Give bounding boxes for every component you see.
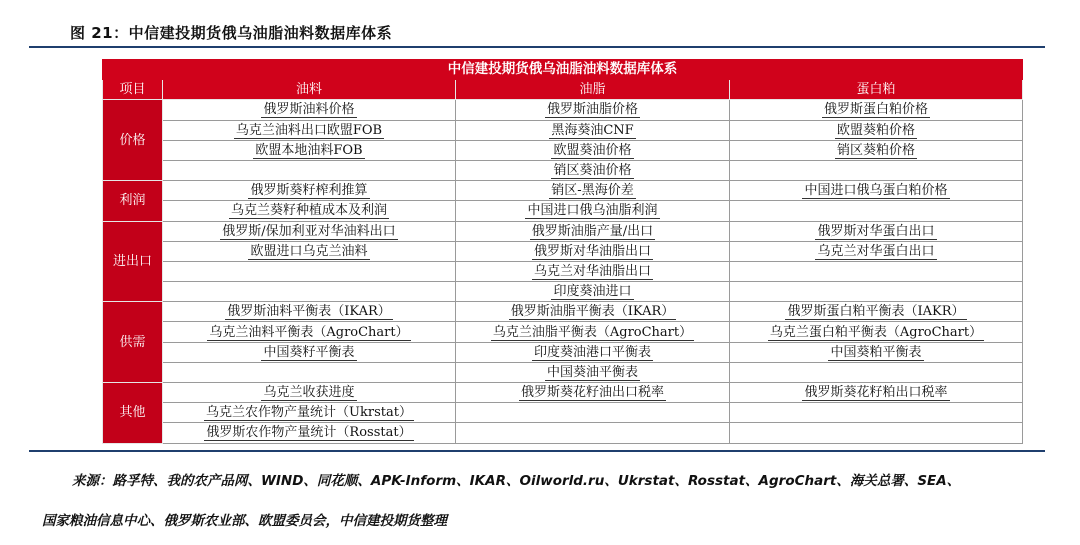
table-cell — [163, 261, 456, 281]
table-cell — [163, 181, 456, 201]
table-cell — [456, 140, 730, 160]
table-cell — [730, 221, 1023, 241]
table-cell — [163, 342, 456, 362]
cell-text: 俄罗斯油料价格 — [263, 102, 355, 118]
category-supply: 供需 — [103, 302, 163, 383]
table-cell — [730, 140, 1023, 160]
table-banner-row — [103, 60, 1023, 80]
cell-text: 俄罗斯蛋白粕价格 — [823, 102, 928, 118]
table-row — [103, 160, 1023, 180]
table-row — [103, 282, 1023, 302]
table-row — [103, 302, 1023, 322]
header-oilseeds: 油料 — [163, 80, 456, 100]
table-cell — [163, 120, 456, 140]
table-cell — [456, 322, 730, 342]
table-row — [103, 322, 1023, 342]
cell-text: 销区葵粕价格 — [836, 142, 915, 158]
figure-title: 图 21：中信建投期货俄乌油脂油料数据库体系 — [70, 24, 393, 42]
table-row — [103, 140, 1023, 160]
table-cell — [456, 100, 730, 120]
table-row — [103, 241, 1023, 261]
cell-text: 俄罗斯对华蛋白出口 — [817, 223, 935, 239]
table-row — [103, 342, 1023, 362]
cell-text: 乌克兰油料出口欧盟FOB — [235, 122, 383, 138]
table-banner: 中信建投期货俄乌油脂油料数据库体系 — [103, 60, 1023, 80]
table-cell — [163, 201, 456, 221]
table-cell — [163, 322, 456, 342]
category-trade: 进出口 — [103, 221, 163, 302]
table-cell — [456, 261, 730, 281]
table-cell — [730, 383, 1023, 403]
table-cell — [456, 241, 730, 261]
table-cell — [730, 201, 1023, 221]
cell-text: 俄罗斯蛋白粕平衡表（IAKR） — [787, 304, 965, 320]
cell-text: 中国进口俄乌蛋白粕价格 — [804, 183, 948, 199]
table-cell — [456, 302, 730, 322]
source-note-line1: 来源：路孚特、我的农产品网、WIND、同花顺、APK-Inform、IKAR、Oilworld.ru、Ukrstat、Rosstat、AgroChart、海关总署、SEA、 — [72, 473, 961, 489]
cell-text: 俄罗斯对华油脂出口 — [533, 243, 651, 259]
table-header-row — [103, 80, 1023, 100]
cell-text: 中国葵籽平衡表 — [263, 344, 355, 360]
table-row — [103, 423, 1023, 443]
table-cell — [163, 362, 456, 382]
cell-text: 中国葵粕平衡表 — [830, 344, 922, 360]
table-row — [103, 201, 1023, 221]
header-oils: 油脂 — [456, 80, 730, 100]
cell-text: 俄罗斯农作物产量统计（Rosstat） — [206, 425, 412, 441]
table-cell — [163, 423, 456, 443]
cell-text: 俄罗斯葵籽榨利推算 — [250, 183, 368, 199]
table-cell — [456, 201, 730, 221]
table-cell — [730, 362, 1023, 382]
header-item: 项目 — [103, 80, 163, 100]
cell-text: 俄罗斯油料平衡表（IKAR） — [227, 304, 391, 320]
cell-text: 乌克兰收获进度 — [263, 385, 355, 401]
table-cell — [730, 241, 1023, 261]
cell-text: 欧盟葵油价格 — [553, 142, 632, 158]
table-cell — [456, 120, 730, 140]
table-cell — [163, 302, 456, 322]
table-cell — [730, 403, 1023, 423]
table-cell — [456, 160, 730, 180]
cell-text: 销区葵油价格 — [553, 163, 632, 179]
table-cell — [730, 282, 1023, 302]
table-row — [103, 221, 1023, 241]
cell-text: 印度葵油港口平衡表 — [533, 344, 651, 360]
table-cell — [730, 160, 1023, 180]
table-cell — [163, 221, 456, 241]
cell-text: 乌克兰对华蛋白出口 — [817, 243, 935, 259]
category-other: 其他 — [103, 383, 163, 444]
table-row — [103, 100, 1023, 120]
table-cell — [456, 383, 730, 403]
table-row — [103, 120, 1023, 140]
table-cell — [163, 383, 456, 403]
cell-text: 印度葵油进口 — [553, 284, 632, 300]
table-cell — [456, 181, 730, 201]
table-cell — [730, 322, 1023, 342]
cell-text: 欧盟本地油料FOB — [255, 142, 363, 158]
cell-text: 欧盟葵粕价格 — [836, 122, 915, 138]
cell-text: 销区-黑海价差 — [551, 183, 634, 199]
table-cell — [163, 140, 456, 160]
cell-text: 欧盟进口乌克兰油料 — [250, 243, 368, 259]
table-cell — [730, 423, 1023, 443]
table-cell — [730, 261, 1023, 281]
table-cell — [163, 100, 456, 120]
cell-text: 乌克兰油料平衡表（AgroChart） — [209, 324, 409, 340]
cell-text: 俄罗斯油脂价格 — [546, 102, 638, 118]
cell-text: 黑海葵油CNF — [551, 122, 634, 138]
source-note-line2: 国家粮油信息中心、俄罗斯农业部、欧盟委员会，中信建投期货整理 — [42, 513, 447, 529]
category-price: 价格 — [103, 100, 163, 181]
table-row — [103, 181, 1023, 201]
table-cell — [730, 120, 1023, 140]
cell-text: 乌克兰葵籽种植成本及利润 — [230, 203, 387, 219]
cell-text: 乌克兰对华油脂出口 — [533, 263, 651, 279]
cell-text: 俄罗斯葵花籽油出口税率 — [520, 385, 664, 401]
table-cell — [163, 403, 456, 423]
table-cell — [730, 100, 1023, 120]
table-cell — [456, 362, 730, 382]
table-cell — [163, 241, 456, 261]
table-cell — [730, 302, 1023, 322]
table-cell — [730, 342, 1023, 362]
table-row — [103, 261, 1023, 281]
category-profit: 利润 — [103, 181, 163, 221]
cell-text: 乌克兰油脂平衡表（AgroChart） — [492, 324, 693, 340]
cell-text: 俄罗斯油脂平衡表（IKAR） — [510, 304, 675, 320]
table-row — [103, 362, 1023, 382]
cell-text: 乌克兰蛋白粕平衡表（AgroChart） — [769, 324, 983, 340]
bottom-divider — [29, 450, 1045, 452]
database-table — [102, 59, 1023, 444]
top-divider — [29, 46, 1045, 48]
table-cell — [163, 282, 456, 302]
cell-text: 俄罗斯葵花籽粕出口税率 — [804, 385, 948, 401]
cell-text: 中国进口俄乌油脂利润 — [527, 203, 658, 219]
table-cell — [456, 423, 730, 443]
table-cell — [456, 221, 730, 241]
cell-text: 俄罗斯油脂产量/出口 — [531, 223, 654, 239]
cell-text: 中国葵油平衡表 — [546, 364, 638, 380]
table-row — [103, 403, 1023, 423]
cell-text: 俄罗斯/保加利亚对华油料出口 — [222, 223, 396, 239]
table-cell — [456, 282, 730, 302]
table-cell — [456, 342, 730, 362]
table-cell — [730, 181, 1023, 201]
table-row — [103, 383, 1023, 403]
table-cell — [163, 160, 456, 180]
table-cell — [456, 403, 730, 423]
cell-text: 乌克兰农作物产量统计（Ukrstat） — [206, 405, 412, 421]
header-meal: 蛋白粕 — [730, 80, 1023, 100]
